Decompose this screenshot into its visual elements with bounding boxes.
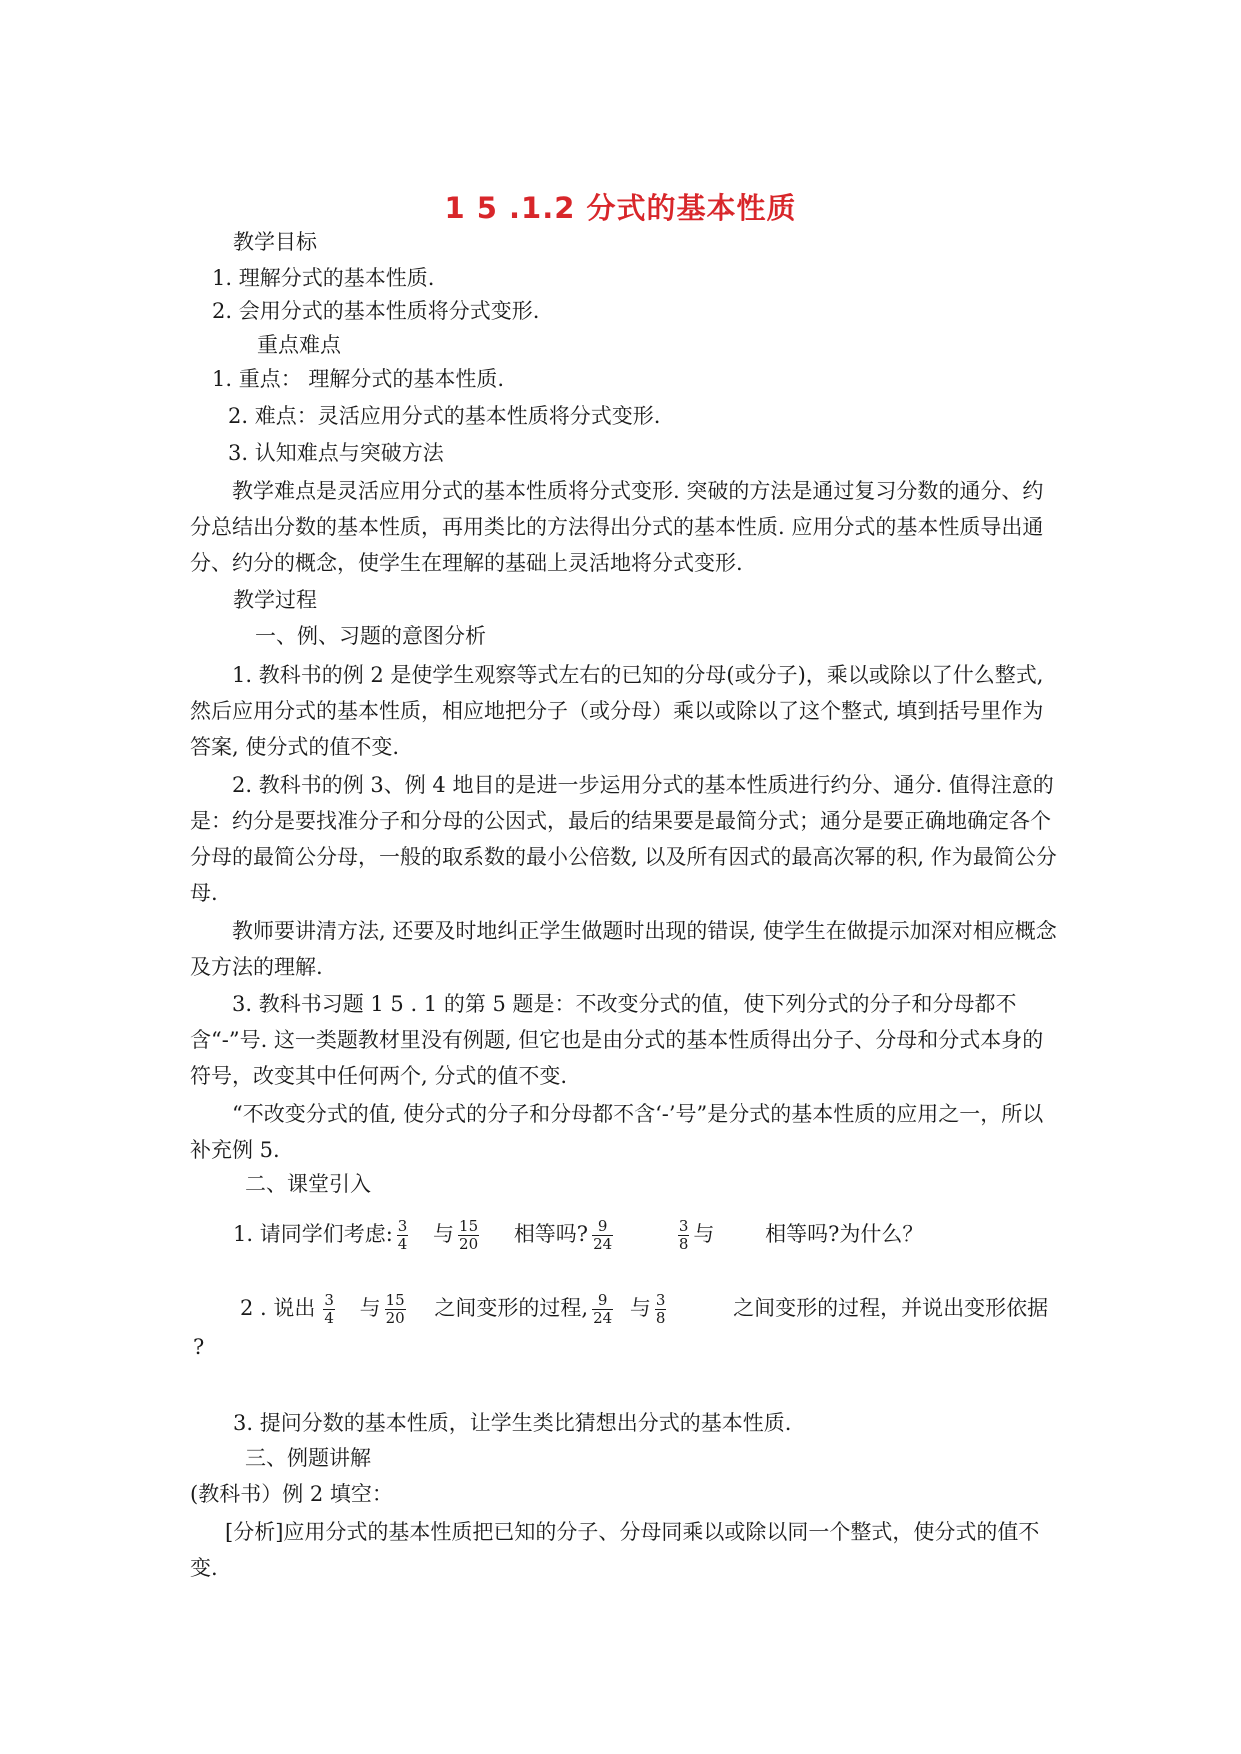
- fraction-3-8: $\frac{3}{8}$: [678, 1217, 689, 1253]
- part2-heading: 二、课堂引入: [245, 1172, 371, 1196]
- question-2-with: 与: [359, 1296, 381, 1320]
- fraction-3-8-b: $\frac{3}{8}$: [655, 1291, 666, 1327]
- question-2: [240, 1288, 1048, 1328]
- fraction-9-24-b: $\frac{9}{24}$: [593, 1291, 613, 1327]
- question-2-mid: 之间变形的过程,: [434, 1296, 589, 1320]
- fraction-9-24: $\frac{9}{24}$: [593, 1217, 613, 1253]
- fraction-15-20: $\frac{15}{20}$: [459, 1217, 479, 1253]
- question-1-prefix: 1. 请同学们考虑:: [233, 1222, 393, 1246]
- question-1-with: 与: [433, 1222, 455, 1246]
- goals-heading: 教学目标: [233, 230, 317, 254]
- fraction-15-20-b: $\frac{15}{20}$: [385, 1291, 405, 1327]
- analysis-paragraph: [分析]应用分式的基本性质把已知的分子、分母同乘以或除以同一个整式，使分式的值不变.: [190, 1520, 1040, 1580]
- process-heading: 教学过程: [233, 588, 317, 612]
- question-2-prefix: 2 . 说出: [240, 1296, 316, 1320]
- fraction-3-4-b: $\frac{3}{4}$: [324, 1291, 334, 1327]
- paragraph-1: 1. 教科书的例 2 是使学生观察等式左右的已知的分母(或分子)，乘以或除以了什么整式, 然后应用分式的基本性质，相应地把分子（或分母）乘以或除以了这个整式, 填到括号里作为答案, 使分式的值不变.: [190, 663, 1044, 759]
- difficulty-paragraph: 教学难点是灵活应用分式的基本性质将分式变形. 突破的方法是通过复习分数的通分、约分总结出分数的基本性质，再用类比的方法得出分式的基本性质. 应用分式的基本性质导出通分、约分的概念，使学生在理解的基础上灵活地将分式变形.: [190, 479, 1044, 575]
- key-point-2: 2. 难点：灵活应用分式的基本性质将分式变形.: [228, 404, 661, 428]
- question-1-tail: 相等吗?为什么？: [765, 1222, 924, 1246]
- part3-heading: 三、例题讲解: [245, 1446, 371, 1470]
- question-1-with-2: 与: [693, 1222, 715, 1246]
- paragraph-4: 3. 教科书习题 1 5 . 1 的第 5 题是：不改变分式的值，使下列分式的分子和分母都不含“-”号. 这一类题教材里没有例题, 但它也是由分式的基本性质得出分子、分母和分式本身的符号，改变其中任何两个, 分式的值不变.: [190, 992, 1044, 1088]
- question-1-equal: 相等吗?: [513, 1222, 589, 1246]
- part1-heading: 一、例、习题的意图分析: [255, 624, 486, 648]
- key-point-1: 1. 重点： 理解分式的基本性质.: [212, 367, 505, 391]
- question-2-tail: 之间变形的过程，并说出变形依据: [733, 1296, 1049, 1320]
- question-2-end: ?: [193, 1335, 205, 1359]
- paragraph-2: 2. 教科书的例 3、例 4 地目的是进一步运用分式的基本性质进行约分、通分. 值得注意的是：约分是要找准分子和分母的公因式，最后的结果要是最简分式；通分是要正确地确定各个分母的最简公分母，一般的取系数的最小公倍数, 以及所有因式的最高次幂的积, 作为最简公分母.: [190, 773, 1057, 905]
- question-3: 3. 提问分数的基本性质，让学生类比猜想出分式的基本性质.: [233, 1411, 792, 1435]
- question-2-with-2: 与: [629, 1296, 651, 1320]
- fraction-3-4: $\frac{3}{4}$: [397, 1217, 408, 1253]
- key-point-3: 3. 认知难点与突破方法: [228, 441, 444, 465]
- example-label: (教科书）例 2 填空：: [190, 1482, 393, 1506]
- paragraph-5: “不改变分式的值, 使分式的分子和分母都不含‘-’号”是分式的基本性质的应用之一，所以补充例 5.: [190, 1102, 1044, 1162]
- paragraph-3: 教师要讲清方法, 还要及时地纠正学生做题时出现的错误, 使学生在做提示加深对相应概念及方法的理解.: [190, 919, 1057, 979]
- goal-2: 2. 会用分式的基本性质将分式变形.: [212, 299, 540, 323]
- key-heading: 重点难点: [257, 333, 341, 357]
- goal-1: 1. 理解分式的基本性质.: [212, 266, 435, 290]
- question-1: [233, 1214, 923, 1254]
- page-title: 1 5 .1.2 分式的基本性质: [444, 191, 797, 225]
